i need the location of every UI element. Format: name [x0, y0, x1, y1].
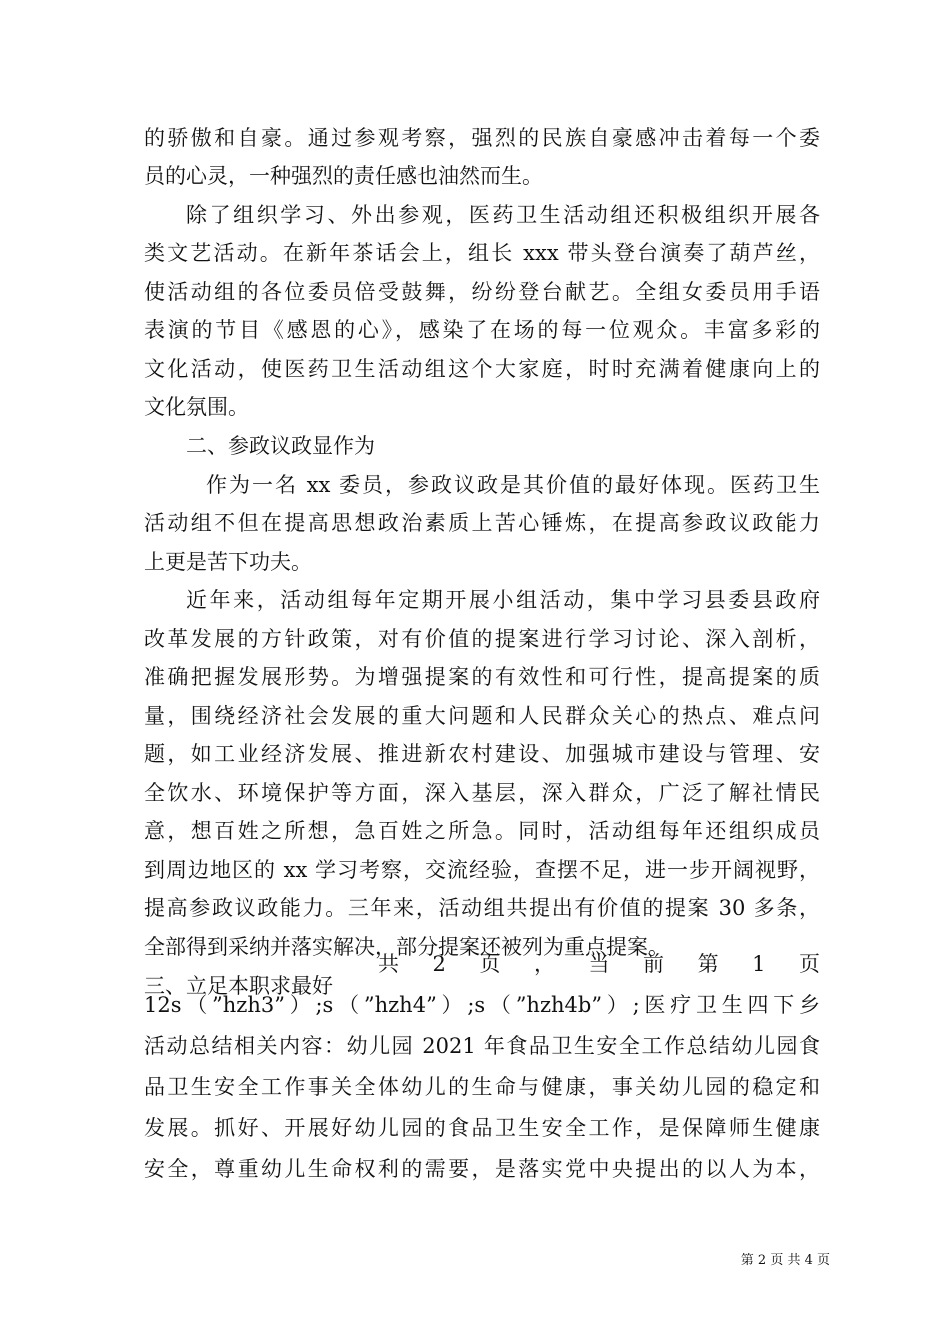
text-line: 的骄傲和自豪。通过参观考察，强烈的民族自豪感冲击着每一个委 [144, 125, 820, 150]
text-line: 类文艺活动。在新年茶话会上，组长 xxx 带头登台演奏了葫芦丝， [144, 241, 820, 266]
pager-token: 共 [378, 952, 399, 976]
text-line: 安全，尊重幼儿生命权利的需要，是落实党中央提出的以人为本， [144, 1157, 820, 1181]
text-line: 上更是苦下功夫。 [144, 549, 312, 574]
text-line: 题，如工业经济发展、推进新农村建设、加强城市建设与管理、安 [144, 742, 820, 767]
text-line: 除了组织学习、外出参观，医药卫生活动组还积极组织开展各 [186, 202, 820, 227]
text-line: 准确把握发展形势。为增强提案的有效性和可行性，提高提案的质 [144, 665, 820, 690]
text-line: 作为一名 xx 委员，参政议政是其价值的最好体现。医药卫生 [206, 472, 820, 497]
pager-token: 页 [479, 952, 501, 976]
text-line: 到周边地区的 xx 学习考察，交流经验，查摆不足，进一步开阔视野， [144, 857, 820, 882]
text-line: 发展。抓好、开展好幼儿园的食品卫生安全工作，是保障师生健康 [144, 1116, 820, 1140]
pager-token: 前 [643, 952, 665, 976]
section-heading: 三、立足本职求最好 [144, 973, 333, 998]
text-line: 文化氛围。 [144, 395, 249, 420]
text-line: 意，想百姓之所想，急百姓之所急。同时，活动组每年还组织成员 [144, 819, 820, 844]
pager-token: 2 [432, 952, 446, 976]
text-line: 员的心灵，一种强烈的责任感也油然而生。 [144, 164, 543, 189]
text-line: 提高参政议政能力。三年来，活动组共提出有价值的提案 30 多条， [144, 896, 820, 921]
text-line: 活动总结相关内容：幼儿园 2021 年食品卫生安全工作总结幼儿园食 [144, 1034, 820, 1058]
pager-token: ， [533, 952, 555, 976]
text-line: 全饮水、环境保护等方面，深入基层，深入群众，广泛了解社情民 [144, 780, 820, 805]
text-line: 全部得到采纳并落实解决，部分提案还被列为重点提案。 [144, 935, 669, 960]
pager-token: 当 [588, 952, 610, 976]
text-line: 量，围绕经济社会发展的重大问题和人民群众关心的热点、难点问 [144, 703, 820, 728]
pager-token: 页 [799, 952, 820, 976]
text-line: 表演的节目《感恩的心》，感染了在场的每一位观众。丰富多彩的 [144, 318, 820, 343]
text-line: 文化活动，使医药卫生活动组这个大家庭，时时充满着健康向上的 [144, 356, 820, 381]
section-heading: 二、参政议政显作为 [186, 434, 375, 458]
page-footer: 第 2 页 共 4 页 [740, 1253, 830, 1268]
text-line: 12s（”hzh3”）;s（”hzh4”）;s（”hzh4b”）;医疗卫生四下乡 [144, 993, 820, 1017]
text-line: 品卫生安全工作事关全体幼儿的生命与健康，事关幼儿园的稳定和 [144, 1075, 820, 1099]
pager-token: 1 [752, 952, 766, 976]
text-line: 使活动组的各位委员倍受鼓舞，纷纷登台献艺。全组女委员用手语 [144, 279, 820, 304]
text-line: 近年来，活动组每年定期开展小组活动，集中学习县委县政府 [186, 588, 820, 613]
text-line: 改革发展的方针政策，对有价值的提案进行学习讨论、深入剖析， [144, 626, 820, 651]
pager-token: 第 [697, 952, 719, 976]
text-line: 活动组不但在提高思想政治素质上苦心锤炼，在提高参政议政能力 [144, 511, 820, 536]
